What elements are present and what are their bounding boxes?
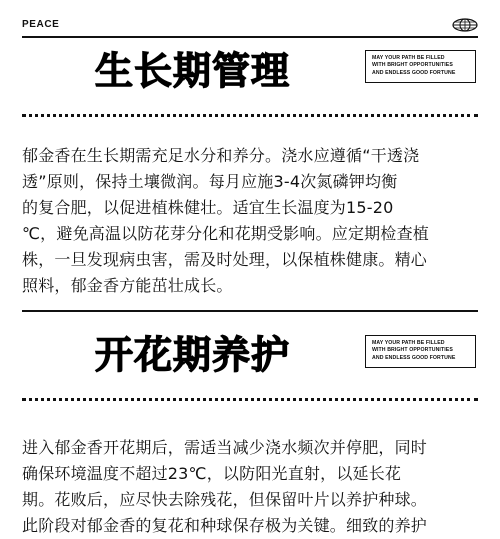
top-bar [22,18,478,34]
paragraph-line: 株，一旦发现病虫害，需及时处理，以保植株健康。精心 [22,250,428,269]
motto-box [365,50,476,83]
paragraph-line: 的复合肥，以促进植株健壮。适宜生长温度为15-20 [22,198,394,217]
motto-line: MAY YOUR PATH BE FILLED [372,55,445,61]
brand-label: PEACE [22,19,60,30]
paragraph-line: 确保环境温度不超过23℃，以防阳光直射，以延长花 [22,464,402,483]
paragraph-line: 郁金香在生长期需充足水分和养分。浇水应遵循“干透浇 [22,146,420,165]
section-divider [22,114,478,117]
motto-line: WITH BRIGHT OPPORTUNITIES [372,62,453,69]
paragraph-line: 透”原则，保持土壤微润。每月应施3-4次氮磷钾均衡 [22,172,398,191]
section-body-bloom [22,435,480,539]
paragraph-line: 照料，郁金香方能茁壮成长。 [22,276,233,295]
motto-line: AND ENDLESS GOOD FORTUNE [372,69,456,76]
section-divider-top [22,310,478,312]
paragraph-line: 进入郁金香开花期后，需适当减少浇水频次并停肥，同时 [22,438,428,457]
paragraph-line: ℃，避免高温以防花芽分化和花期受影响。应定期检查植 [22,224,429,243]
section-title-bloom: 开花期养护 [95,333,291,377]
motto-box [365,335,476,368]
motto-line: AND ENDLESS GOOD FORTUNE [372,354,456,361]
paragraph-line: 期。花败后，应尽快去除残花，但保留叶片以养护种球。 [22,490,428,509]
globe-icon [452,18,478,32]
motto-line: MAY YOUR PATH BE FILLED [372,340,445,346]
section-title-growth: 生长期管理 [95,49,291,93]
header-divider [22,36,478,38]
motto-line: WITH BRIGHT OPPORTUNITIES [372,347,453,354]
paragraph-line: 此阶段对郁金香的复花和种球保存极为关键。细致的养护 [22,516,428,535]
section-divider [22,398,478,401]
section-body-growth [22,143,480,299]
